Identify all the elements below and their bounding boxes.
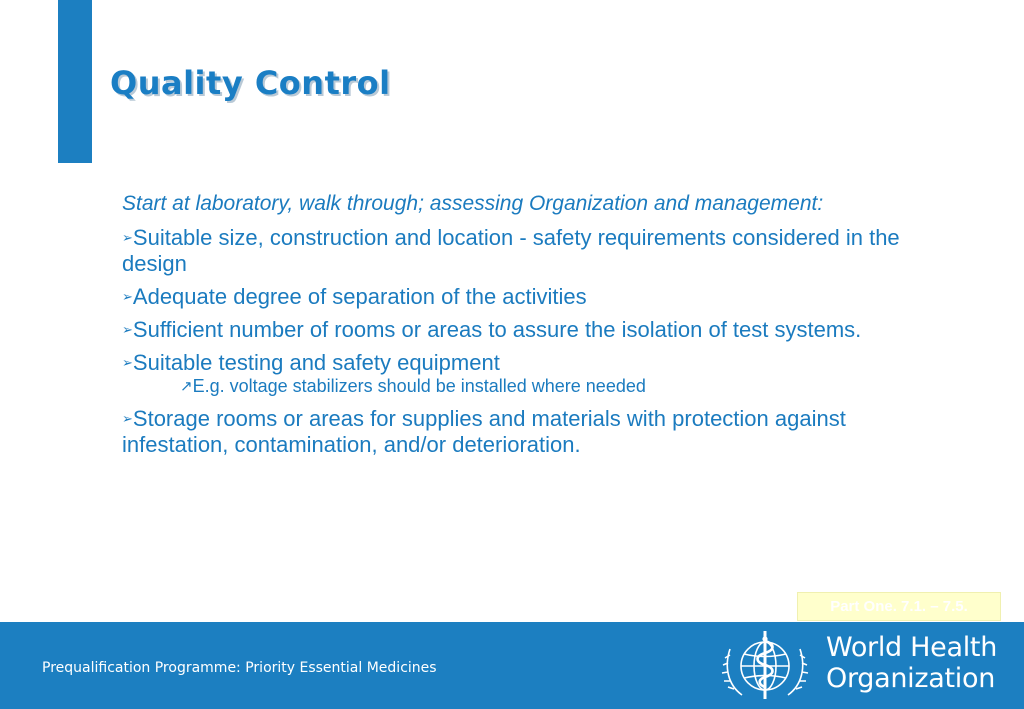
bullet-text: Suitable size, construction and location - safety requirements considered in the design xyxy=(122,225,900,276)
bullet-item xyxy=(122,284,922,310)
bullet-text: Adequate degree of separation of the activities xyxy=(132,284,587,309)
slide-body xyxy=(122,192,922,465)
slide-title: Quality Control xyxy=(110,64,391,102)
reference-badge: Part One. 7.1. – 7.5. xyxy=(797,592,1001,621)
sub-bullet-item xyxy=(180,375,922,398)
arrow-bullet-icon: ➢ xyxy=(122,230,133,245)
bullet-text: Sufficient number of rooms or areas to assure the isolation of test systems. xyxy=(132,317,862,342)
title-accent-bar xyxy=(58,0,92,163)
who-emblem-icon xyxy=(720,625,810,707)
sub-bullet-text: E.g. voltage stabilizers should be installed where needed xyxy=(192,376,646,396)
intro-text: Start at laboratory, walk through; assessing Organization and management: xyxy=(122,192,824,215)
bullet-item xyxy=(122,350,922,376)
arrow-bullet-icon: ➢ xyxy=(122,322,133,337)
diagonal-arrow-icon: ↗ xyxy=(180,378,193,395)
who-wordmark xyxy=(826,632,997,694)
arrow-bullet-icon: ➢ xyxy=(122,411,133,426)
bullet-text: Suitable testing and safety equipment xyxy=(132,350,500,375)
arrow-bullet-icon: ➢ xyxy=(122,355,133,370)
arrow-bullet-icon: ➢ xyxy=(122,289,133,304)
footer-bar xyxy=(0,622,1024,709)
bullet-item xyxy=(122,225,922,277)
wordmark-line1: World Health xyxy=(826,632,998,663)
wordmark-line2: Organization xyxy=(826,663,996,694)
bullet-item xyxy=(122,317,922,343)
bullet-text: Storage rooms or areas for supplies and materials with protection against infestation, contamination, and/or deterioration. xyxy=(122,406,846,457)
programme-name: Prequalification Programme: Priority Essential Medicines xyxy=(42,660,437,676)
bullet-item xyxy=(122,406,922,458)
